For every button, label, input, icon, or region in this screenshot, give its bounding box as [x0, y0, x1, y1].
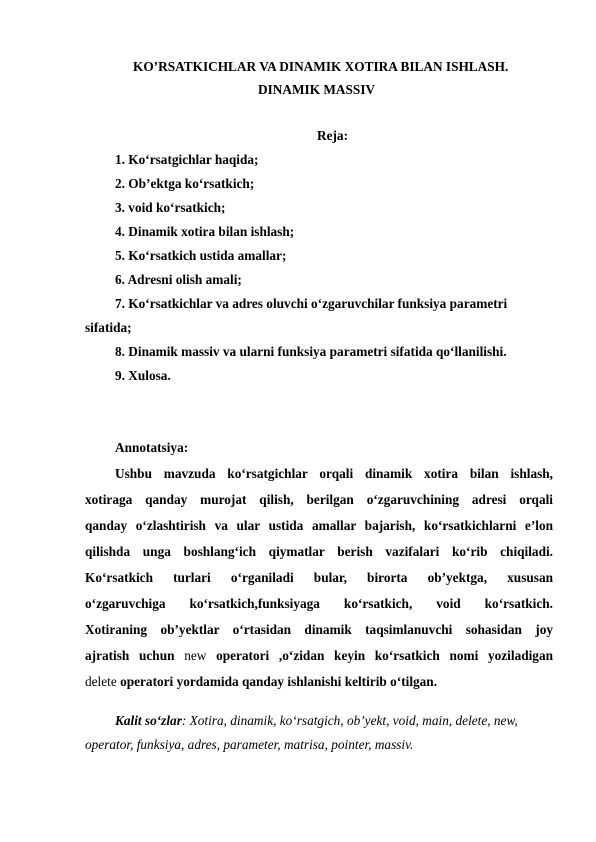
keyword-delete: delete: [85, 674, 117, 689]
annotation-text: operatori yordamida qanday ishlanishi keltirib o‘tilgan.: [120, 674, 438, 689]
keywords-label: Kalit so‘zlar: [115, 713, 182, 728]
plan-item: 2. Ob’ektga ko‘rsatkich;: [115, 176, 255, 191]
keywords-line-2: [85, 737, 413, 753]
plan-item: 1. Ko‘rsatgichlar haqida;: [115, 152, 259, 167]
annotation-line: Ushbu mavzuda ko‘rsatgichlar orqali dinamik xotira bilan ishlash,: [115, 466, 553, 481]
annotation-line: o‘zgaruvchiga ko‘rsatkich,funksiyaga ko‘rsatkich, void ko‘rsatkich.: [85, 596, 553, 611]
keywords-text: : Xotira, dinamik, ko‘rsatgich, ob’yekt, void, main, delete, new,: [181, 713, 518, 728]
annotation-line: xotiraga qanday murojat qilish, berilgan o‘zgaruvchining adresi orqali: [85, 492, 553, 507]
keywords-line-1: [115, 713, 518, 729]
plan-item-continuation: sifatida;: [85, 320, 132, 335]
annotation-text: operatori ,o‘zidan keyin ko‘rsatkich nomi yoziladigan: [216, 648, 553, 663]
keywords-text: operator, funksiya, adres, parameter, matrisa, pointer, massiv.: [85, 737, 414, 752]
plan-item: 7. Ko‘rsatkichlar va adres oluvchi o‘zgaruvchilar funksiya parametri: [115, 296, 508, 311]
plan-item: 3. void ko‘rsatkich;: [115, 200, 226, 215]
plan-item: 9. Xulosa.: [115, 368, 171, 383]
annotation-line: Xotiraning ob’yektlar o‘rtasidan dinamik taqsimlanuvchi sohasidan joy: [85, 622, 553, 637]
annotation-line: Ko‘rsatkich turlari o‘rganiladi bular, birorta ob’yektga, xususan: [85, 570, 553, 585]
plan-item: 6. Adresni olish amali;: [115, 272, 242, 287]
plan-item: 4. Dinamik xotira bilan ishlash;: [115, 224, 295, 239]
keyword-new: new: [184, 648, 207, 663]
annotation-line: [85, 648, 553, 664]
title-line-1: KO’RSATKICHLAR VA DINAMIK XOTIRA BILAN ISHLASH.: [133, 59, 509, 74]
annotation-line: qilishda unga boshlang‘ich qiymatlar berish vazifalari ko‘rib chiqiladi.: [85, 544, 553, 559]
plan-item: 8. Dinamik massiv va ularni funksiya parametri sifatida qo‘llanilishi.: [115, 344, 507, 359]
annotation-text: ajratish uchun: [85, 648, 175, 663]
title-line-2: DINAMIK MASSIV: [258, 82, 376, 97]
plan-heading: Reja:: [317, 128, 349, 143]
annotation-line: [85, 674, 553, 690]
annotation-heading: Annotatsiya:: [115, 440, 189, 455]
annotation-line: qanday o‘zlashtirish va ular ustida amallar bajarish, ko‘rsatkichlarni e’lon: [85, 518, 553, 533]
plan-item: 5. Ko‘rsatkich ustida amallar;: [115, 248, 287, 263]
